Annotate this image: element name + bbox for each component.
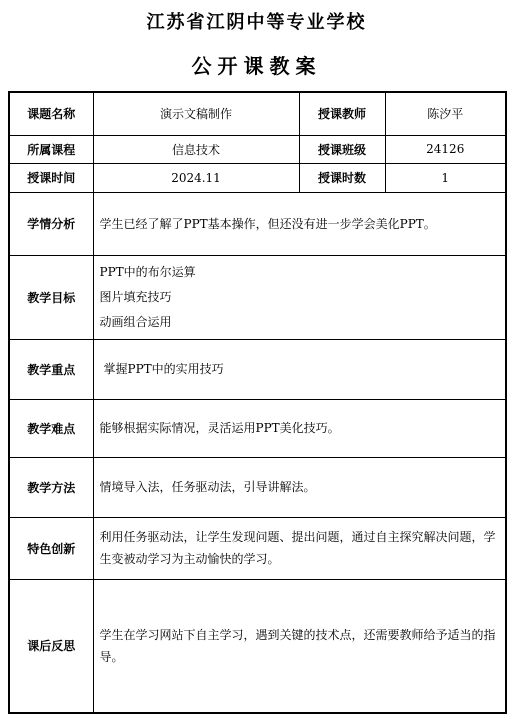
row-difficulties <box>9 399 506 457</box>
row-reflection <box>9 579 506 713</box>
class-label: 授课班级 <box>299 135 385 163</box>
row-course <box>9 135 506 163</box>
innovation-label: 特色创新 <box>9 517 93 579</box>
row-goals <box>9 255 506 339</box>
goal-item: 图片填充技巧 <box>99 289 172 304</box>
row-topic <box>9 92 506 135</box>
time-label: 授课时间 <box>9 163 93 192</box>
reflection-label: 课后反思 <box>9 579 93 713</box>
teacher-value: 陈汐平 <box>385 92 506 135</box>
analysis-label: 学情分析 <box>9 192 93 255</box>
innovation-text: 利用任务驱动法，让学生发现问题、提出问题，通过自主探究解决问题，学生变被动学习为主动愉快的学习。 <box>93 517 506 579</box>
row-key-points <box>9 339 506 399</box>
key-points-label: 教学重点 <box>9 339 93 399</box>
methods-text: 情境导入法，任务驱动法，引导讲解法。 <box>93 457 506 517</box>
course-label: 所属课程 <box>9 135 93 163</box>
lesson-plan-table <box>8 91 507 714</box>
difficulties-label: 教学难点 <box>9 399 93 457</box>
goals-label: 教学目标 <box>9 255 93 339</box>
hours-value: 1 <box>385 163 506 192</box>
row-methods <box>9 457 506 517</box>
row-innovation <box>9 517 506 579</box>
school-name: 江苏省江阴中等专业学校 <box>146 12 367 33</box>
time-value: 2024.11 <box>93 163 299 192</box>
topic-label: 课题名称 <box>9 92 93 135</box>
reflection-text: 学生在学习网站下自主学习，遇到关键的技术点，还需要教师给予适当的指导。 <box>93 579 506 713</box>
difficulties-text: 能够根据实际情况，灵活运用PPT美化技巧。 <box>93 399 506 457</box>
methods-label: 教学方法 <box>9 457 93 517</box>
row-time <box>9 163 506 192</box>
analysis-text: 学生已经了解了PPT基本操作，但还没有进一步学会美化PPT。 <box>93 192 506 255</box>
goal-item: PPT中的布尔运算 <box>99 264 196 279</box>
course-value: 信息技术 <box>93 135 299 163</box>
class-value: 24126 <box>385 135 506 163</box>
goals-list <box>93 255 506 339</box>
goal-item: 动画组合运用 <box>99 314 172 329</box>
topic-value: 演示文稿制作 <box>93 92 299 135</box>
teacher-label: 授课教师 <box>299 92 385 135</box>
hours-label: 授课时数 <box>299 163 385 192</box>
document-title: 公开课教案 <box>191 54 322 78</box>
key-points-text: 掌握PPT中的实用技巧 <box>93 339 506 399</box>
row-analysis <box>9 192 506 255</box>
